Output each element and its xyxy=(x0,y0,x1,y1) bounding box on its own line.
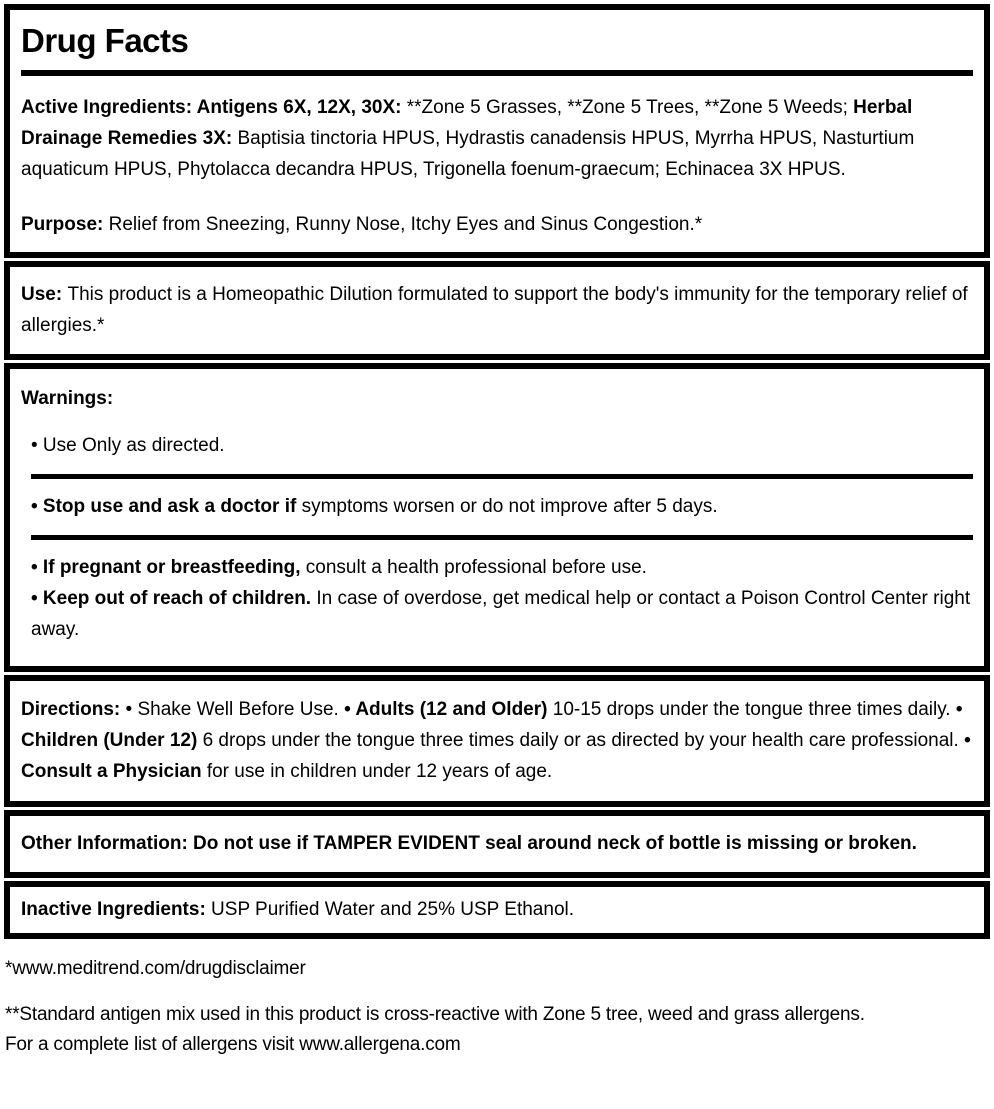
active-ingredients-text: Active Ingredients: Antigens 6X, 12X, 30X: **Zone 5 Grasses, **Zone 5 Trees, **Zone 5 Weeds; Herbal Drainage Remedies 3X: Baptisia tinctoria HPUS, Hydrastis canadensis HPUS, Myrrha HPUS, Nasturtium aquaticum HPUS, Phytolacca decandra HPUS, Trigonella foenum-graecum; Echinacea 3X HPUS. xyxy=(21,97,915,180)
drug-facts-title: Drug Facts xyxy=(21,22,189,59)
section-directions xyxy=(4,675,990,807)
warnings-heading: Warnings: xyxy=(21,388,114,409)
allergen-note-line1: **Standard antigen mix used in this product is cross-reactive with Zone 5 tree, weed and grass allergens. xyxy=(5,1004,865,1025)
directions-text: Directions: • Shake Well Before Use. • Adults (12 and Older) 10-15 drops under the tongue three times daily. • Children (Under 12) 6 drops under the tongue three times daily or as directed by your health care professional. • Consult a Physician for use in children under 12 years of age. xyxy=(21,699,971,782)
footnotes xyxy=(5,953,989,1060)
section-use xyxy=(4,261,990,360)
purpose-text: Purpose: Relief from Sneezing, Runny Nose, Itchy Eyes and Sinus Congestion.* xyxy=(21,214,703,235)
allergen-cross-reactive-note xyxy=(5,1000,989,1060)
section-warnings xyxy=(4,363,990,672)
warning-pregnant-breastfeeding: • If pregnant or breastfeeding, consult a health professional before use. xyxy=(31,557,647,578)
allergen-note-line2: For a complete list of allergens visit www.allergena.com xyxy=(5,1034,461,1055)
title-divider xyxy=(21,70,973,76)
warnings-divider-2 xyxy=(31,535,973,540)
inactive-ingredients-text: Inactive Ingredients: USP Purified Water and 25% USP Ethanol. xyxy=(21,899,575,920)
warnings-divider-1 xyxy=(31,474,973,479)
warning-keep-out-of-reach: • Keep out of reach of children. In case of overdose, get medical help or contact a Poison Control Center right away. xyxy=(31,588,971,640)
drug-disclaimer-note: *www.meditrend.com/drugdisclaimer xyxy=(5,958,306,979)
other-information-text: Other Information: Do not use if TAMPER EVIDENT seal around neck of bottle is missing or broken. xyxy=(21,833,917,854)
use-text: Use: This product is a Homeopathic Dilution formulated to support the body's immunity for the temporary relief of allergies.* xyxy=(21,284,968,336)
section-title-active-purpose xyxy=(4,4,990,258)
section-inactive-ingredients xyxy=(4,881,990,939)
warning-stop-use: • Stop use and ask a doctor if symptoms worsen or do not improve after 5 days. xyxy=(31,496,718,517)
section-other-information xyxy=(4,810,990,878)
warning-use-only-as-directed: • Use Only as directed. xyxy=(31,435,225,456)
